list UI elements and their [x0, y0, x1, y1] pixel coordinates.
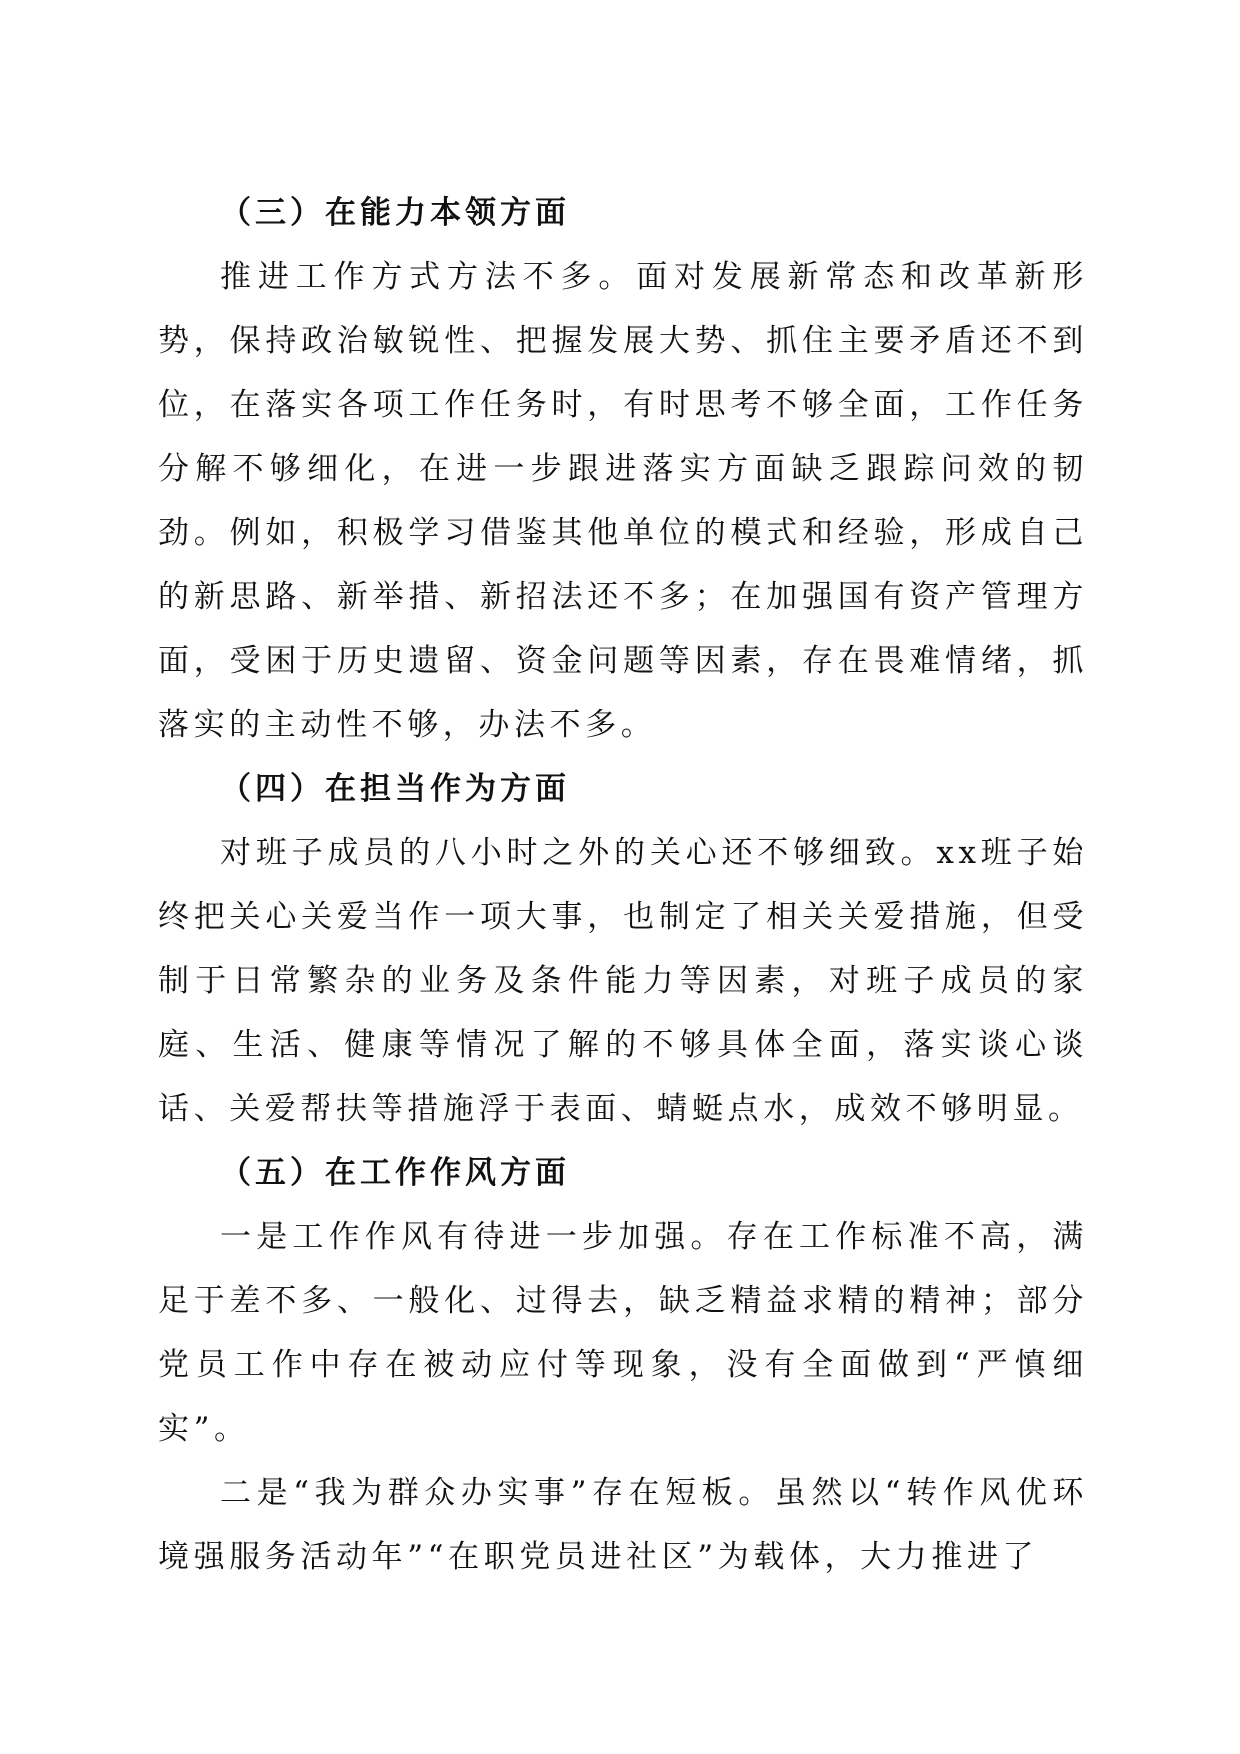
paragraph: 对班子成员的八小时之外的关心还不够细致。xx班子始终把关心关爱当作一项大事，也制定了相关关爱措施，但受制于日常繁杂的业务及条件能力等因素，对班子成员的家庭、生活、健康等情况了解的不够具体全面，落实谈心谈话、关爱帮扶等措施浮于表面、蜻蜓点水，成效不够明显。 — [158, 835, 1088, 1127]
document-page — [158, 181, 1088, 1589]
paragraph: 二是“我为群众办实事”存在短板。虽然以“转作风优环境强服务活动年”“在职党员进社区”为载体，大力推进了 — [158, 1475, 1088, 1575]
paragraph: 推进工作方式方法不多。面对发展新常态和改革新形势，保持政治敏锐性、把握发展大势、抓住主要矛盾还不到位，在落实各项工作任务时，有时思考不够全面，工作任务分解不够细化，在进一步跟进落实方面缺乏跟踪问效的韧劲。例如，积极学习借鉴其他单位的模式和经验，形成自己的新思路、新举措、新招法还不多；在加强国有资产管理方面，受困于历史遗留、资金问题等因素，存在畏难情绪，抓落实的主动性不够，办法不多。 — [158, 259, 1088, 743]
section-heading: （五）在工作作风方面 — [220, 1155, 570, 1191]
section-ability — [158, 181, 1088, 757]
section-responsibility — [158, 757, 1088, 1141]
paragraph: 一是工作作风有待进一步加强。存在工作标准不高，满足于差不多、一般化、过得去，缺乏精益求精的精神；部分党员工作中存在被动应付等现象，没有全面做到“严慎细实”。 — [158, 1219, 1088, 1447]
section-work-style — [158, 1141, 1088, 1589]
section-heading: （三）在能力本领方面 — [220, 195, 570, 231]
section-heading: （四）在担当作为方面 — [220, 771, 570, 807]
